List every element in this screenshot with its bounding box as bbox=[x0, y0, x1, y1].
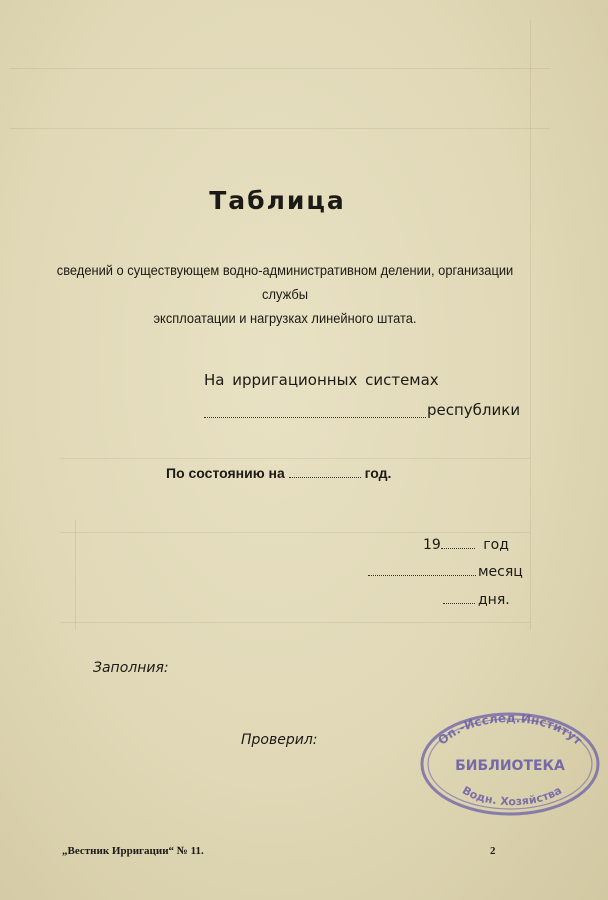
stamp-center-text: БИБЛИОТЕКА bbox=[455, 758, 565, 774]
show-through-line bbox=[75, 520, 76, 630]
state-as-of-line bbox=[166, 465, 391, 481]
stamp-bottom-text: Водн. Хозяйства bbox=[460, 783, 564, 809]
month-label: месяц bbox=[478, 564, 523, 580]
day-blank-line bbox=[443, 591, 475, 604]
stamp-top-text: Оп.-Исслед.Институт bbox=[435, 710, 586, 748]
page-number: 2 bbox=[490, 845, 496, 857]
year-prefix: 19 bbox=[423, 537, 441, 553]
show-through-line bbox=[10, 128, 550, 129]
state-suffix: год. bbox=[364, 465, 392, 481]
document-subtitle bbox=[41, 258, 529, 330]
document-title: Таблица bbox=[209, 186, 346, 215]
show-through-line bbox=[60, 532, 530, 533]
day-label: дня. bbox=[478, 592, 510, 608]
month-blank-line bbox=[368, 563, 476, 576]
filled-by-label: Заполния: bbox=[93, 660, 169, 676]
year-blank-line bbox=[289, 465, 361, 478]
date-day-row bbox=[443, 591, 510, 608]
date-month-row bbox=[368, 563, 523, 580]
subtitle-line-2: эксплоатации и нагрузках линейного штата. bbox=[153, 310, 417, 326]
show-through-line bbox=[530, 20, 531, 630]
show-through-line bbox=[60, 458, 530, 459]
republic-label: республики bbox=[427, 401, 521, 419]
journal-footer: „Вестник Ирригации“ № 11. bbox=[62, 845, 204, 857]
year-digits-blank bbox=[441, 536, 475, 549]
state-prefix: По состоянию на bbox=[166, 465, 285, 481]
subtitle-line-1: сведений о существующем водно-административном делении, организации службы bbox=[56, 262, 514, 302]
year-label: год bbox=[483, 537, 509, 553]
svg-text:Оп.-Исслед.Институт bbox=[435, 711, 585, 748]
date-year-row bbox=[423, 536, 509, 553]
library-stamp bbox=[418, 708, 602, 816]
show-through-line bbox=[60, 622, 530, 623]
republic-blank-line bbox=[204, 403, 426, 418]
checked-by-label: Проверил: bbox=[241, 732, 318, 748]
show-through-line bbox=[10, 68, 550, 69]
systems-label: На ирригационных системах bbox=[204, 371, 439, 389]
